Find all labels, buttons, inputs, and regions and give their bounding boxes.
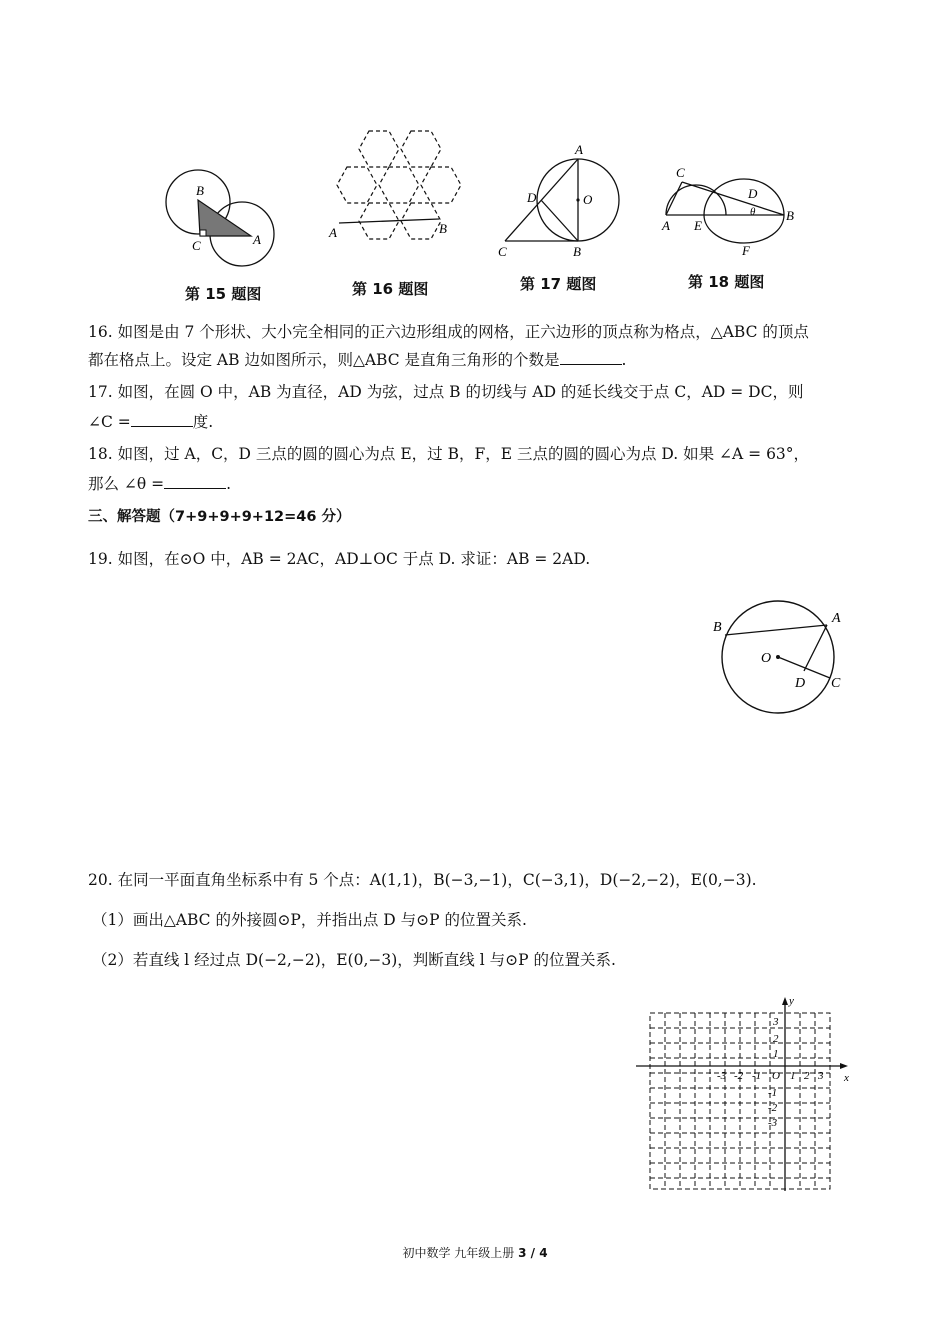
xtick-o: O xyxy=(772,1070,780,1082)
ytick-m1: -1 xyxy=(768,1087,778,1099)
coordinate-grid xyxy=(630,995,855,1195)
ytick-2: 2 xyxy=(773,1033,779,1045)
fig16-label-b: B xyxy=(439,221,447,236)
fig18-label-a: A xyxy=(662,218,670,233)
xtick-m3: -3 xyxy=(717,1070,727,1082)
footer-text: 初中数学 九年级上册 xyxy=(402,1246,515,1260)
q18-line1: 18. 如图，过 A，C，D 三点的圆的圆心为点 E，过 B，F，E 三点的圆的圆心为点 D. 如果 ∠A = 63°， xyxy=(88,445,810,463)
q17-line1: 17. 如图，在圆 O 中，AB 为直径，AD 为弦，过点 B 的切线与 AD 的延长线交于点 C，AD = DC，则 xyxy=(88,383,804,401)
fig18-label-e: E xyxy=(694,218,702,233)
q17-line2 xyxy=(88,412,213,432)
q18-line2 xyxy=(88,474,231,494)
ytick-1: 1 xyxy=(773,1048,779,1060)
fig15-label-c: C xyxy=(192,238,201,253)
fig19-label-d: D xyxy=(795,676,806,691)
q18-line2-end: . xyxy=(226,475,232,493)
fig19-label-o: O xyxy=(761,651,772,666)
q17-answer-blank[interactable] xyxy=(131,412,193,427)
y-axis-label: y xyxy=(789,995,794,1007)
q19-text: 19. 如图，在⊙O 中，AB = 2AC，AD⊥OC 于点 D. 求证：AB = 2AD. xyxy=(88,550,591,568)
fig18-label-c: C xyxy=(676,165,685,180)
q20-part1: （1）画出△ABC 的外接圆⊙P，并指出点 D 与⊙P 的位置关系. xyxy=(92,911,527,929)
caption-18: 第 18 题图 xyxy=(688,273,765,291)
caption-15: 第 15 题图 xyxy=(185,285,262,303)
q18-answer-blank[interactable] xyxy=(164,474,226,489)
q16-line1: 16. 如图是由 7 个形状、大小完全相同的正六边形组成的网格，正六边形的顶点称为格点，△ABC 的顶点 xyxy=(88,323,809,341)
page-number: 3 / 4 xyxy=(518,1246,548,1260)
figure-17 xyxy=(495,138,630,263)
fig15-label-b: B xyxy=(196,183,204,198)
q17-line2-end: 度. xyxy=(192,413,214,431)
figure-16 xyxy=(315,123,470,273)
q16-line2 xyxy=(88,350,626,370)
fig18-label-d: D xyxy=(748,186,758,201)
fig17-label-c: C xyxy=(498,244,507,259)
fig18-label-theta: θ xyxy=(750,206,756,218)
q16-line2-text: 都在格点上。设定 AB 边如图所示，则△ABC 是直角三角形的个数是 xyxy=(88,351,560,369)
caption-17: 第 17 题图 xyxy=(520,275,597,293)
fig15-label-a: A xyxy=(253,232,261,247)
fig17-label-o: O xyxy=(583,192,593,207)
xtick-3: 3 xyxy=(818,1070,824,1082)
figure-15 xyxy=(160,160,290,275)
fig17-label-a: A xyxy=(575,142,583,157)
fig19-label-b: B xyxy=(713,620,722,635)
xtick-1: 1 xyxy=(790,1070,796,1082)
q17-line2-text: ∠C = xyxy=(88,413,131,431)
caption-16: 第 16 题图 xyxy=(352,280,429,298)
xtick-2: 2 xyxy=(804,1070,810,1082)
q16-line2-end: . xyxy=(621,351,627,369)
page-footer xyxy=(0,1244,950,1261)
q20-line1: 20. 在同一平面直角坐标系中有 5 个点：A(1,1)，B(−3,−1)，C(−3,1)，D(−2,−2)，E(0,−3). xyxy=(88,871,757,889)
ytick-3: 3 xyxy=(773,1016,779,1028)
fig18-label-f: F xyxy=(742,243,750,258)
q20-part2: （2）若直线 l 经过点 D(−2,−2)，E(0,−3)，判断直线 l 与⊙P 的位置关系. xyxy=(92,951,616,969)
figure-18 xyxy=(650,160,800,260)
x-axis-label: x xyxy=(844,1072,849,1084)
xtick-m1: -1 xyxy=(752,1070,762,1082)
ytick-m3: -3 xyxy=(768,1117,778,1129)
section-3-heading: 三、解答题（7+9+9+9+12=46 分） xyxy=(88,509,351,525)
fig19-label-c: C xyxy=(831,676,841,691)
fig17-label-b: B xyxy=(573,244,581,259)
figure-19 xyxy=(705,595,860,720)
q16-answer-blank[interactable] xyxy=(560,350,622,365)
fig17-label-d: D xyxy=(527,190,537,205)
ytick-m2: -2 xyxy=(768,1102,778,1114)
fig19-label-a: A xyxy=(832,611,841,626)
xtick-m2: -2 xyxy=(734,1070,744,1082)
q18-line2-text: 那么 ∠θ = xyxy=(88,475,165,493)
fig16-label-a: A xyxy=(329,225,337,240)
fig18-label-b: B xyxy=(786,208,794,223)
